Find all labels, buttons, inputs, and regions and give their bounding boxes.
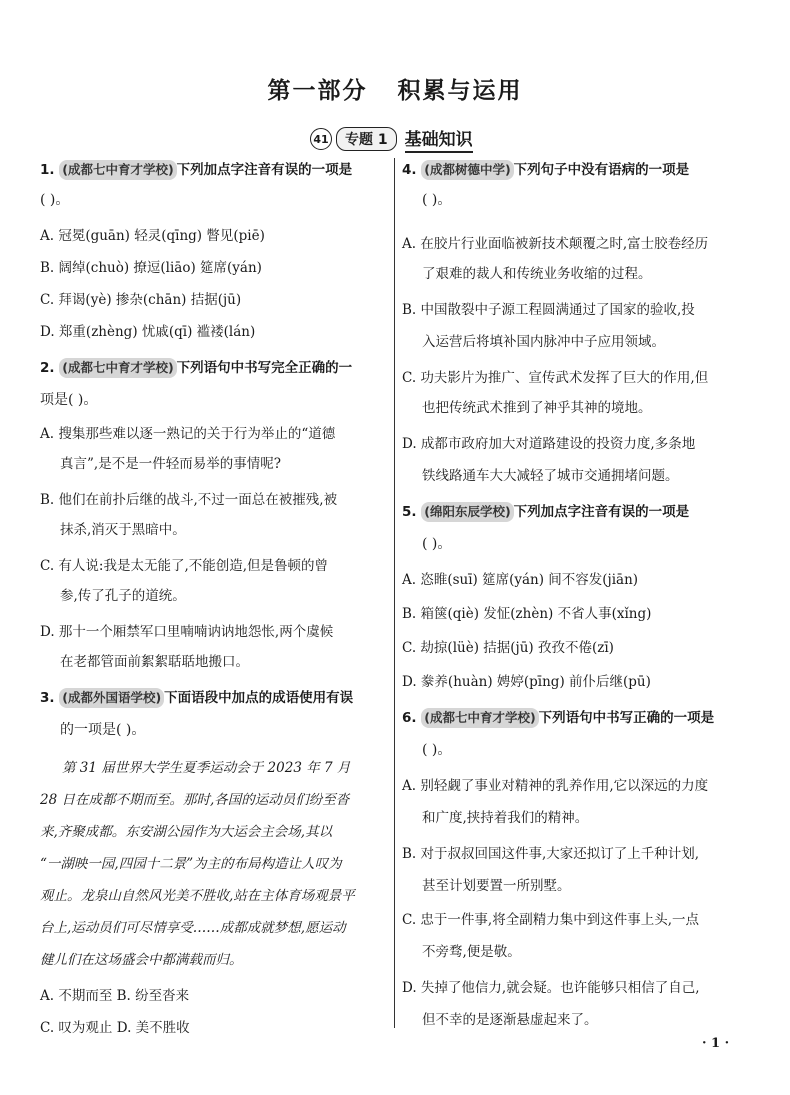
q2-option-c-cont: 参,传了孔子的道统。 xyxy=(60,588,186,604)
topic-tag: 专题 1 xyxy=(336,127,397,151)
q4-option-d-cont: 铁线路通车大大减轻了城市交通拥堵问题。 xyxy=(422,468,679,484)
q4-option-c: C. 功夫影片为推广、宣传武术发挥了巨大的作用,但 xyxy=(402,370,709,386)
q4-option-b: B. 中国散裂中子源工程圆满通过了国家的验收,投 xyxy=(402,302,695,318)
source-school-tag: (成都七中育才学校) xyxy=(59,358,176,378)
q3-stem: 3. (成都外国语学校) 下面语段中加点的成语使用有误 xyxy=(40,690,354,706)
q2-stem: 2. (成都七中育才学校) 下列语句中书写完全正确的一 xyxy=(40,360,353,376)
q6-option-a-cont: 和广度,挟持着我们的精神。 xyxy=(422,810,589,826)
q5-option-b: B. 箱箧(qiè) 发怔(zhèn) 不省人事(xǐng) xyxy=(402,606,652,622)
q6-option-b-cont: 甚至计划要置一所别墅。 xyxy=(422,878,571,894)
q1-option-d: D. 郑重(zhèng) 忧戚(qī) 褴褛(lán) xyxy=(40,324,256,340)
q5-blank: ( )。 xyxy=(422,536,452,552)
q3-passage-line-3: 来,齐聚成都。东安湖公园作为大运会主会场,其以 xyxy=(40,824,333,840)
q3-options-ab: A. 不期而至 B. 纷至沓来 xyxy=(40,988,190,1004)
q2-option-b-cont: 抹杀,消灭于黑暗中。 xyxy=(60,522,186,538)
q1-option-a: A. 冠冕(guān) 轻灵(qīng) 瞥见(piē) xyxy=(40,228,265,244)
q2-option-d-cont: 在老都管面前絮絮聒聒地搬口。 xyxy=(60,654,249,670)
source-school-tag: (成都树德中学) xyxy=(421,160,513,180)
q5-stem: 5. (绵阳东辰学校) 下列加点字注音有误的一项是 xyxy=(402,504,690,520)
q3-passage-line-7: 健儿们在这场盛会中都满载而归。 xyxy=(40,952,243,968)
q6-option-c: C. 忠于一件事,将全副精力集中到这件事上头,一点 xyxy=(402,912,700,928)
topic-number-badge: 41 xyxy=(310,128,332,150)
q3-passage-line-6: 台上,运动员们可尽情享受……成都成就梦想,愿运动 xyxy=(40,920,346,936)
q3-stem-cont: 的一项是( )。 xyxy=(60,722,146,738)
source-school-tag: (绵阳东辰学校) xyxy=(421,502,513,522)
q6-option-c-cont: 不旁骛,便是敬。 xyxy=(422,944,521,960)
q1-option-c: C. 拜谒(yè) 掺杂(chān) 拮据(jū) xyxy=(40,292,242,308)
q1-stem: 1. (成都七中育才学校) 下列加点字注音有误的一项是 xyxy=(40,162,353,178)
q2-option-a: A. 搜集那些难以逐一熟记的关于行为举止的“道德 xyxy=(40,426,336,442)
q4-option-a: A. 在胶片行业面临被新技术颠覆之时,富士胶卷经历 xyxy=(402,236,709,252)
q5-option-a: A. 恣睢(suī) 筵席(yán) 间不容发(jiān) xyxy=(402,572,639,588)
q1-option-b: B. 阔绰(chuò) 撩逗(liāo) 筵席(yán) xyxy=(40,260,262,276)
q5-option-c: C. 劫掠(lüè) 拮据(jū) 孜孜不倦(zī) xyxy=(402,640,614,656)
q4-stem: 4. (成都树德中学) 下列句子中没有语病的一项是 xyxy=(402,162,690,178)
source-school-tag: (成都外国语学校) xyxy=(59,688,164,708)
page-number: · 1 · xyxy=(702,1036,730,1051)
q4-option-d: D. 成都市政府加大对道路建设的投资力度,多条地 xyxy=(402,436,696,452)
q6-option-d: D. 失掉了他信力,就会疑。也许能够只相信了自己, xyxy=(402,980,700,996)
source-school-tag: (成都七中育才学校) xyxy=(59,160,176,180)
q2-stem-cont: 项是( )。 xyxy=(40,392,98,408)
topic-title: 基础知识 xyxy=(405,125,473,153)
special-topic-header xyxy=(310,125,473,153)
q2-option-a-cont: 真言”,是不是一件轻而易举的事情呢? xyxy=(60,456,281,472)
q3-passage-line-1: 第 31 届世界大学生夏季运动会于 2023 年 7 月 xyxy=(62,760,351,776)
q4-option-c-cont: 也把传统武术推到了神乎其神的境地。 xyxy=(422,400,652,416)
q6-option-b: B. 对于叔叔回国这件事,大家还拟订了上千种计划, xyxy=(402,846,700,862)
source-school-tag: (成都七中育才学校) xyxy=(421,708,538,728)
q3-passage-line-5: 观止。龙泉山自然风光美不胜收,站在主体育场观景平 xyxy=(40,888,355,904)
q6-blank: ( )。 xyxy=(422,742,452,758)
q2-option-c: C. 有人说:我是太无能了,不能创造,但是鲁顿的曾 xyxy=(40,558,329,574)
q4-option-a-cont: 了艰难的裁人和传统业务收缩的过程。 xyxy=(422,266,652,282)
q3-passage-line-2: 28 日在成都不期而至。那时,各国的运动员们纷至沓 xyxy=(40,792,350,808)
q3-options-cd: C. 叹为观止 D. 美不胜收 xyxy=(40,1020,190,1036)
q6-option-d-cont: 但不幸的是逐渐悬虚起来了。 xyxy=(422,1012,598,1028)
q2-option-b: B. 他们在前扑后继的战斗,不过一面总在被摧残,被 xyxy=(40,492,338,508)
q1-blank: ( )。 xyxy=(40,192,70,208)
q4-blank: ( )。 xyxy=(422,192,452,208)
q5-option-d: D. 豢养(huàn) 娉婷(pīng) 前仆后继(pū) xyxy=(402,674,651,690)
q6-stem: 6. (成都七中育才学校) 下列语句中书写正确的一项是 xyxy=(402,710,715,726)
page-title: 第一部分 积累与运用 xyxy=(267,78,523,104)
q3-passage-line-4: “一湖映一园,四园十二景”为主的布局构造让人叹为 xyxy=(40,856,342,872)
q6-option-a: A. 别轻觑了事业对精神的乳养作用,它以深远的力度 xyxy=(402,778,709,794)
column-divider xyxy=(394,158,395,1028)
q4-option-b-cont: 入运营后将填补国内脉冲中子应用领域。 xyxy=(422,334,665,350)
q2-option-d: D. 那十一个厢禁军口里喃喃讷讷地怨怅,两个虞候 xyxy=(40,624,334,640)
